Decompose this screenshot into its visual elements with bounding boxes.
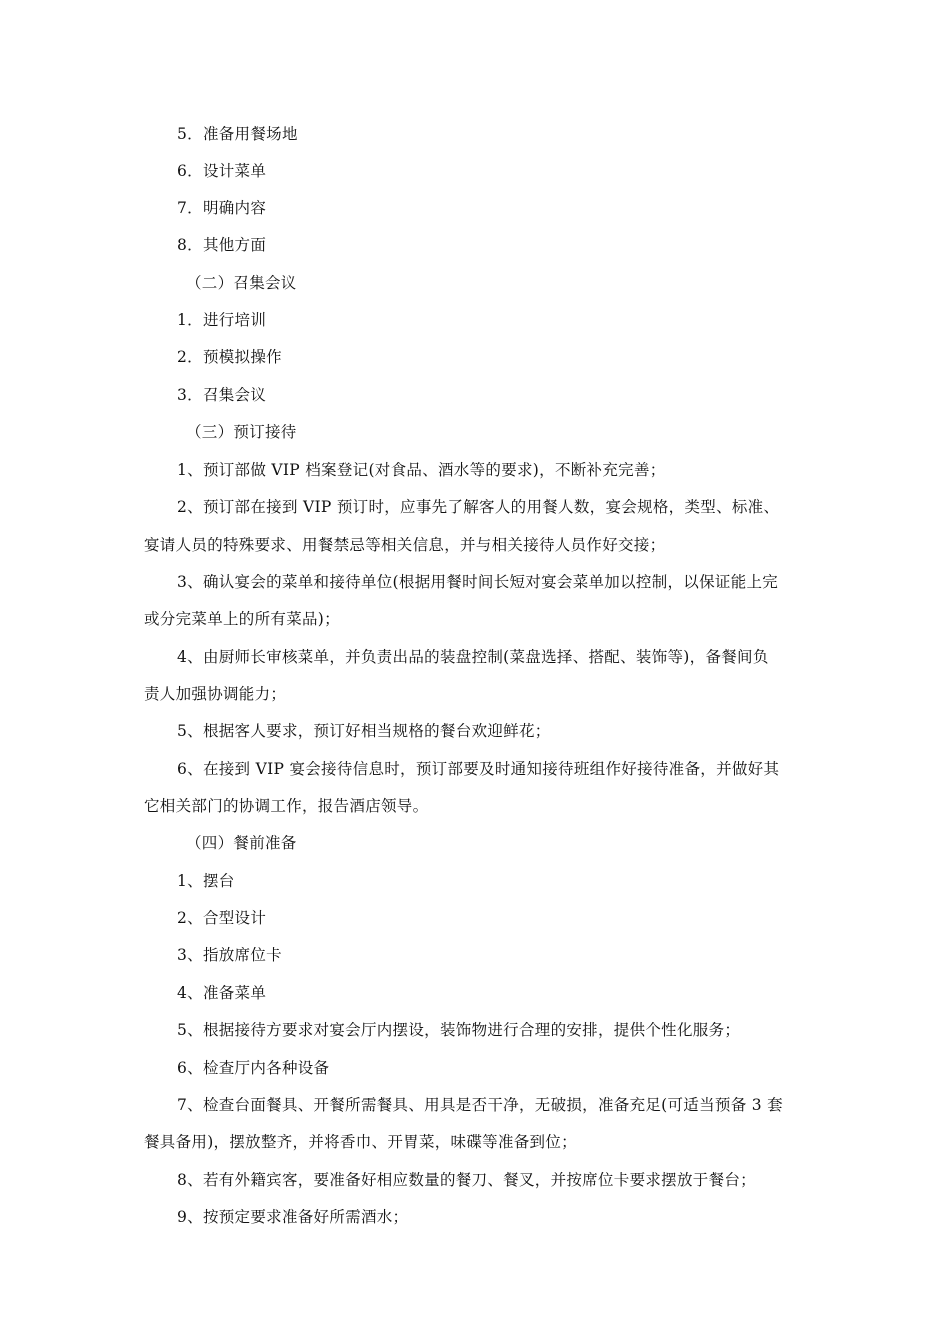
text-line: 6、检查厅内各种设备 [177, 1059, 330, 1077]
text-line: 2、预订部在接到 VIP 预订时，应事先了解客人的用餐人数，宴会规格，类型、标准、 [177, 498, 780, 516]
text-line: 8、若有外籍宾客，要准备好相应数量的餐刀、餐叉，并按席位卡要求摆放于餐台； [177, 1171, 756, 1189]
text-line: 6．设计菜单 [177, 162, 267, 180]
text-line: 3、确认宴会的菜单和接待单位(根据用餐时间长短对宴会菜单加以控制，以保证能上完 [177, 573, 779, 591]
text-line: 3、指放席位卡 [177, 946, 282, 964]
text-line: 4、由厨师长审核菜单，并负责出品的装盘控制(菜盘选择、搭配、装饰等)，备餐间负 [177, 648, 769, 666]
text-line: 5．准备用餐场地 [177, 125, 298, 143]
text-line: 4、准备菜单 [177, 984, 267, 1002]
text-line: 7、检查台面餐具、开餐所需餐具、用具是否干净，无破损，准备充足(可适当预备 3 套 [177, 1096, 783, 1114]
text-line: 它相关部门的协调工作，报告酒店领导。 [144, 797, 429, 815]
text-line: 6、在接到 VIP 宴会接待信息时，预订部要及时通知接待班组作好接待准备，并做好其 [177, 760, 780, 778]
text-line: 8．其他方面 [177, 236, 267, 254]
text-line: 5、根据接待方要求对宴会厅内摆设，装饰物进行合理的安排，提供个性化服务； [177, 1021, 741, 1039]
text-line: 餐具备用)，摆放整齐，并将香巾、开胃菜，味碟等准备到位； [144, 1133, 577, 1151]
text-line: 9、按预定要求准备好所需酒水； [177, 1208, 409, 1226]
section-heading: （二）召集会议 [186, 274, 297, 292]
section-heading: （四）餐前准备 [186, 834, 297, 852]
text-line: 1．进行培训 [177, 311, 267, 329]
text-line: 3．召集会议 [177, 386, 267, 404]
text-line: 或分完菜单上的所有菜品)； [144, 610, 340, 628]
text-line: 责人加强协调能力； [144, 685, 287, 703]
text-line: 2、合型设计 [177, 909, 267, 927]
text-line: 2．预模拟操作 [177, 348, 282, 366]
text-line: 1、摆台 [177, 872, 235, 890]
section-heading: （三）预订接待 [186, 423, 297, 441]
text-line: 1、预订部做 VIP 档案登记(对食品、酒水等的要求)，不断补充完善； [177, 461, 666, 479]
text-line: 7．明确内容 [177, 199, 267, 217]
text-line: 5、根据客人要求，预订好相当规格的餐台欢迎鲜花； [177, 722, 551, 740]
text-line: 宴请人员的特殊要求、用餐禁忌等相关信息，并与相关接待人员作好交接； [144, 536, 666, 554]
